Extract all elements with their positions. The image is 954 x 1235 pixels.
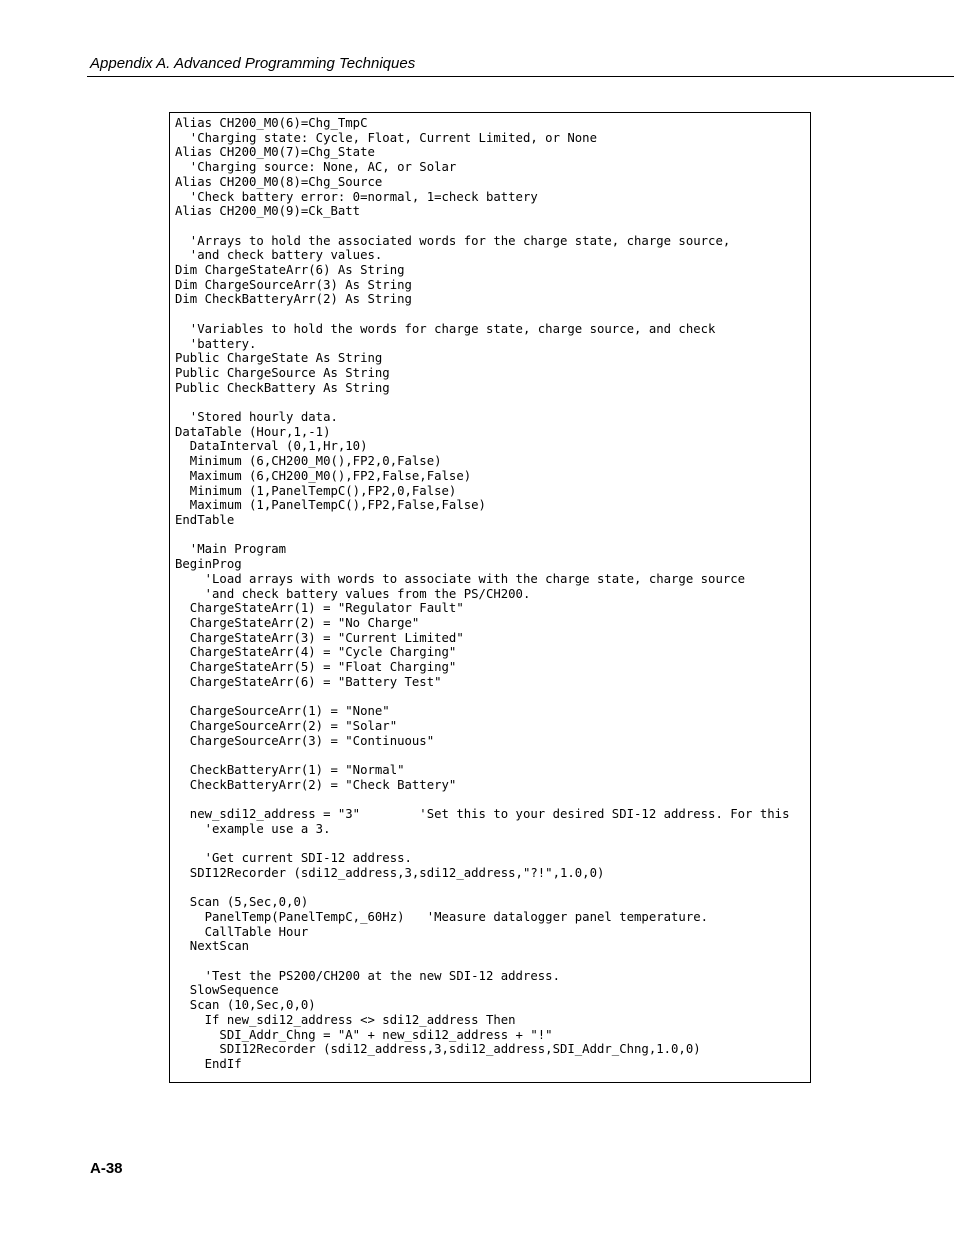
code-listing-text: Alias CH200_M0(6)=Chg_TmpC 'Charging state: Cycle, Float, Current Limited, or None Alias CH200_M0(7)=Chg_State 'Charging source: None, AC, or Solar Alias CH200_M0(8)=Chg_Source 'Check battery error: 0=normal, 1=check battery Alias CH200_M0(9)=Ck_Batt 'Arrays to hold the associated words for the charge state, charge source, 'and check battery values. Dim ChargeStateArr(6) As String Dim ChargeSourceArr(3) As String Dim CheckBatteryArr(2) As String 'Variables to hold the words for charge state, charge source, and check 'battery. Public ChargeState As String Public ChargeSource As String Public CheckBattery As String 'Stored hourly data. DataTable (Hour,1,-1) DataInterval (0,1,Hr,10) Minimum (6,CH200_M0(),FP2,0,False) Maximum (6,CH200_M0(),FP2,False,False) Minimum (1,PanelTempC(),FP2,0,False) Maximum (1,PanelTempC(),FP2,False,False) EndTable 'Main Program BeginProg 'Load arrays with words to associate with the charge state, charge source 'and check battery values from the PS/CH200. ChargeStateArr(1) = "Regulator Fault" ChargeStateArr(2) = "No Charge" ChargeStateArr(3) = "Current Limited" ChargeStateArr(4) = "Cycle Charging" ChargeStateArr(5) = "Float Charging" ChargeStateArr(6) = "Battery Test" ChargeSourceArr(1) = "None" ChargeSourceArr(2) = "Solar" ChargeSourceArr(3) = "Continuous" CheckBatteryArr(1) = "Normal" CheckBatteryArr(2) = "Check Battery" new_sdi12_address = "3" 'Set this to your desired SDI-12 address. For this 'example use a 3. 'Get current SDI-12 address. SDI12Recorder (sdi12_address,3,sdi12_address,"?!",1.0,0) Scan (5,Sec,0,0) PanelTemp(PanelTempC,_60Hz) 'Measure datalogger panel temperature. CallTable Hour NextScan 'Test the PS200/CH200 at the new SDI-12 address. SlowSequence Scan (10,Sec,0,0) If new_sdi12_address <> sdi12_address Then SDI_Addr_Chng = "A" + new_sdi12_address + "!" SDI12Recorder (sdi12_address,3,sdi12_address,SDI_Addr_Chng,1.0,0) EndIf <box>175 116 790 1071</box>
page-header-title: Appendix A. Advanced Programming Techniques <box>90 55 416 72</box>
code-listing-box <box>169 112 811 1083</box>
header-divider <box>87 76 954 77</box>
page-number: A-38 <box>90 1160 123 1177</box>
